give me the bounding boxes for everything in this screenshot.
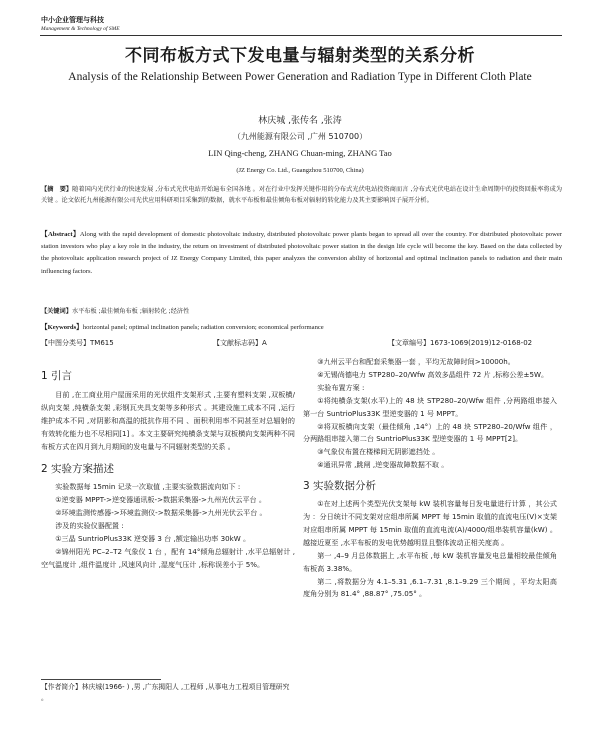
paper-title-cn: 不同布板方式下发电量与辐射类型的关系分析 xyxy=(125,46,475,66)
experiment-paragraph: 实验数据每 15min 记录一次取值 ,主要实验数据流向如下 : xyxy=(55,482,241,492)
header-divider xyxy=(40,35,562,36)
layout-3: ③气象仪布置在楼梯间无阴影遮挡处 。 xyxy=(317,447,440,457)
left-column xyxy=(41,356,295,572)
data-paragraph-1: ①在对上述两个类型光伏支架每 kW 装机容量每日发电量进行计算 ，其公式为 ：分日统计不同支架对应组串所属 MPPT 每 15min 取值的直流电压(V)×支架对应组串所属 MPPT 每 15min 取值的直流电流(A)/4000/组串装机容量(kW) 。越接近夏至 ,水平布板的发电优势越明显且整体波动正相关度高 。 xyxy=(303,499,557,547)
abstract-en-text: Along with the rapid development of domestic photovoltaic industry, distributed photovoltaic power plants began to spread all over the country. For distributed photovoltaic power station investors who play a key role in the industry, the return on investment of distributed photovoltaic power station in the design life cycle will become the key. Based on the data collected by the photovoltaic application research project of JZ Energy Company Limited, this paper analyzes the conversion ability of horizontal and optimal inclination panels to radiation and their main influencing factors. xyxy=(41,231,562,275)
abstract-en-label: 【Abstract】 xyxy=(41,231,80,238)
data-paragraph-3: 第二 ,将数据分为 4.1–5.31 ,6.1–7.31 ,8.1–9.29 三个期间 ，平均太阳高度角分别为 81.4° ,88.87° ,75.05° 。 xyxy=(303,576,557,599)
layout-4: ④通讯异常 ,跳闸 ,逆变器故障数据不取 。 xyxy=(317,460,449,470)
keywords-cn-text: 水平布板 ;最佳倾角布板 ;辐射转化 ;经济性 xyxy=(71,308,190,315)
section-intro-heading: 1 引言 xyxy=(41,370,73,382)
keywords-cn-label: 【关键词】 xyxy=(41,308,72,315)
footnote-divider xyxy=(41,679,161,680)
abstract-cn-label: 【摘 要】 xyxy=(41,186,73,193)
instrument-3: ③九州云平台和配套采集器一套 ，平均无故障时间>10000h。 xyxy=(317,357,515,366)
affiliation-en: (JZ Energy Co. Ltd., Guangzhou 510700, China) xyxy=(236,167,364,174)
section-experiment-heading: 2 实验方案描述 xyxy=(41,463,115,476)
clc-number: 【中图分类号】TM615 xyxy=(41,339,114,347)
instrument-2: ②锦州阳光 PC–2–T2 气象仪 1 台 ，配有 14°倾角总辐射计 ,水平总辐射计 ,空气温度计 ,组件温度计 ,风速风向计 ,湿度气压计 ,标称误差小于 5%。 xyxy=(41,546,295,569)
keywords-en xyxy=(41,322,562,334)
abstract-cn-text: 随着国内光伏行业的快速发展 ,分布式光伏电站开始遍布全国各地 。对在行业中发挥关键作用的分布式光伏电站投资商而言 ,分布式光伏电站在设计生命周期中的投资回报率将成为关键 。论文依托九州能源有限公司光伏应用科研项目采集到的数据，就水平布板和最佳倾角布板对辐射的转化能力及其主要影响因子展开分析。 xyxy=(41,186,563,205)
document-code: 【文献标志码】A xyxy=(213,339,267,347)
keywords-en-text: horizontal panel; optimal inclination panels; radiation conversion; economical performance xyxy=(82,324,324,331)
journal-header xyxy=(41,16,120,34)
abstract-cn xyxy=(41,184,562,207)
paper-title-en: Analysis of the Relationship Between Power Generation and Radiation Type in Different Cloth Plate xyxy=(68,71,532,83)
authors-cn: 林庆城 ,张传名 ,张涛 xyxy=(258,116,342,126)
abstract-en xyxy=(41,229,562,278)
article-number: 【文章编号】1673-1069(2019)12-0168-02 xyxy=(388,339,533,347)
experiment-flow-1: ①逆变器 MPPT->逆变器通讯板->数据采集器->九州光伏云平台 。 xyxy=(55,495,266,505)
keywords-en-label: 【Keywords】 xyxy=(41,324,83,331)
author-footnote xyxy=(41,682,295,704)
layout-1: ①将纯横条支架(水平)上的 48 块 STP280–20/Wfw 组件 ,分两路组串接入第一台 SuntrioPlus33K 型逆变器的 1 号 MPPT。 xyxy=(303,395,557,418)
footnote-label: 【作者简介】 xyxy=(41,683,82,691)
right-column xyxy=(303,356,557,601)
experiment-flow-2: ②环境监测传感器->环境监测仪->数据采集器->九州光伏云平台 。 xyxy=(55,508,267,518)
instrument-1: ①三晶 SuntrioPlus33K 逆变器 3 台 ,额定输出功率 30kW 。 xyxy=(55,533,251,543)
data-paragraph-2: 第一 ,4–9 月总体数据上 ,水平布板 ,每 kW 装机容量发电总量相较最佳倾角布板高 3.38%。 xyxy=(303,550,557,573)
footnote-text: 林庆城(1966- ) ,男 ,广东揭阳人 ,工程师 ,从事电力工程项目管理研究 。 xyxy=(41,683,290,702)
layout-2: ②将双板横向支架（最佳倾角 ,14°）上的 48 块 STP280–20/Wfw 组件 ，分两路组串接入第二台 SuntrioPlus33K 型逆变器的 1 号 MPPT[2]。 xyxy=(303,421,557,444)
instrument-intro: 涉及的实验仪器配置 : xyxy=(55,521,124,531)
journal-name-cn: 中小企业管理与科技 xyxy=(41,16,104,24)
instrument-4: ④无锡尚德电力 STP280–20/Wfw 高效多晶组件 72 片 ,标称公差±5W。 xyxy=(317,369,549,379)
section-data-heading: 3 实验数据分析 xyxy=(303,480,377,493)
intro-paragraph: 目前 ,在工商业用户屋面采用的光伏组件支架形式 ,主要有塑料支架 ,双板横/纵向支架 ,纯横条支架 ,彩钢瓦夹具支架等多种形式 。其建设施工成本不同 ,运行维护成本不同 ,对阴影和高温的抵抗作用不同 、面积利用率不同甚至对总辐射的有效转化能力也不尽相同[1] 。本文主要研究纯横条支架与双板横向支架两种不同布板方式在四月到九月期间的发电量与不同辐射类型的关系 。 xyxy=(41,389,295,451)
authors-en: LIN Qing-cheng, ZHANG Chuan-ming, ZHANG Tao xyxy=(208,148,392,158)
journal-name-en: Management & Technology of SME xyxy=(41,26,120,32)
layout-title: 实验布置方案 : xyxy=(317,382,365,392)
keywords-cn xyxy=(41,306,562,317)
affiliation-cn: （九州能源有限公司 ,广州 510700） xyxy=(232,132,368,141)
